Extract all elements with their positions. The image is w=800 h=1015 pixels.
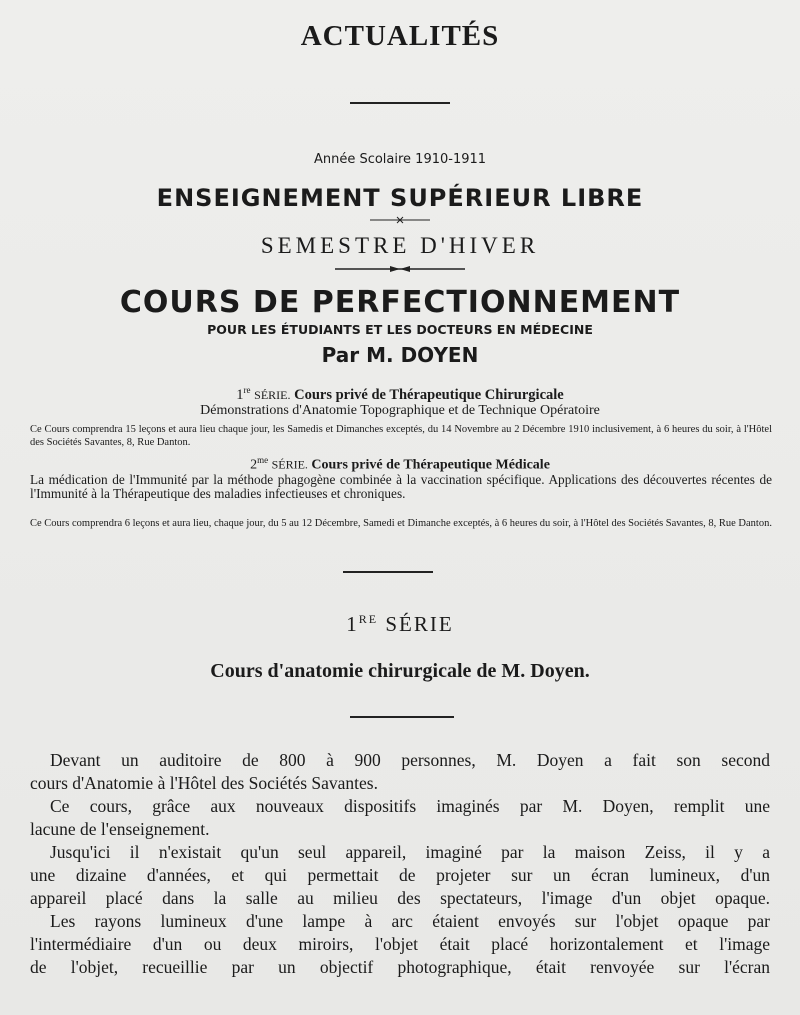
body-line: de l'objet, recueillie par un objectif photographique, était renvoyée sur l'écran [30, 957, 770, 977]
body-line: appareil placé dans la salle au milieu des spectateurs, l'image d'un objet opaque. [30, 888, 770, 908]
serie2-details: Ce Cours comprendra 6 leçons et aura lieu, chaque jour, du 5 au 12 Décembre, Samedi et Dimanche exceptés, à 6 heures du soir, à l'Hôtel des Sociétés Savantes, 8, Rue Danton. [30, 518, 772, 529]
section-heading: 1RE SÉRIE [346, 612, 454, 636]
ornament-divider [370, 216, 430, 224]
section-rule [343, 571, 433, 573]
body-line: Ce cours, grâce aux nouveaux dispositifs imaginés par M. Doyen, remplit une [50, 796, 770, 816]
ornament-divider [335, 265, 465, 273]
section-title: Cours d'anatomie chirurgicale de M. Doyen. [210, 660, 590, 682]
author-line: Par M. DOYEN [321, 343, 479, 367]
body-line: l'intermédiaire d'un ou deux miroirs, l'objet était placé horizontalement et l'image [30, 934, 770, 954]
semestre-heading: SEMESTRE D'HIVER [260, 233, 540, 258]
body-line: une dizaine d'années, et qui permettait de projeter sur un écran lumineux, d'un [30, 865, 770, 885]
enseignement-heading: ENSEIGNEMENT SUPÉRIEUR LIBRE [156, 184, 644, 212]
page-header-title: ACTUALITÉS [300, 20, 500, 52]
body-line: Les rayons lumineux d'une lampe à arc étaient envoyés sur l'objet opaque par [50, 911, 770, 931]
body-line: Jusqu'ici il n'existait qu'un seul appareil, imaginé par la maison Zeiss, il y a [50, 842, 770, 862]
serie1-details: Ce Cours comprendra 15 leçons et aura lieu chaque jour, les Samedis et Dimanches exceptés, du 14 Novembre au 2 Décembre 1910 inclusivement, à 6 heures du soir, à l'Hôtel des Sociétés Savantes, 8, Rue Danton. [30, 424, 772, 448]
body-line: lacune de l'enseignement. [30, 819, 210, 839]
school-year: Année Scolaire 1910-1911 [313, 152, 487, 167]
serie2-heading: $2^{me}$ SÉRIE. Cours privé de Thérapeutique Médicale [250, 455, 550, 473]
article-body [30, 749, 770, 979]
body-line: Devant un auditoire de 800 à 900 personnes, M. Doyen a fait son second [50, 750, 770, 770]
header-rule [350, 102, 450, 104]
section-title-rule [350, 716, 454, 718]
cours-heading: COURS DE PERFECTIONNEMENT [119, 285, 681, 320]
serie2-subtitle: La médication de l'Immunité par la méthode phagogène combinée à la vaccination spécifique. Applications des découvertes récentes de l'Immunité à la Thérapeutique des maladies infectieuses et chroniques. [30, 472, 772, 501]
audience-subheading: POUR LES ÉTUDIANTS ET LES DOCTEURS EN MÉDECINE [207, 322, 593, 337]
serie1-heading: 1re SÉRIE. Cours privé de Thérapeutique Chirurgicale [236, 385, 564, 403]
body-line: cours d'Anatomie à l'Hôtel des Sociétés Savantes. [30, 773, 378, 793]
serie1-subtitle: Démonstrations d'Anatomie Topographique et de Technique Opératoire [200, 403, 600, 418]
